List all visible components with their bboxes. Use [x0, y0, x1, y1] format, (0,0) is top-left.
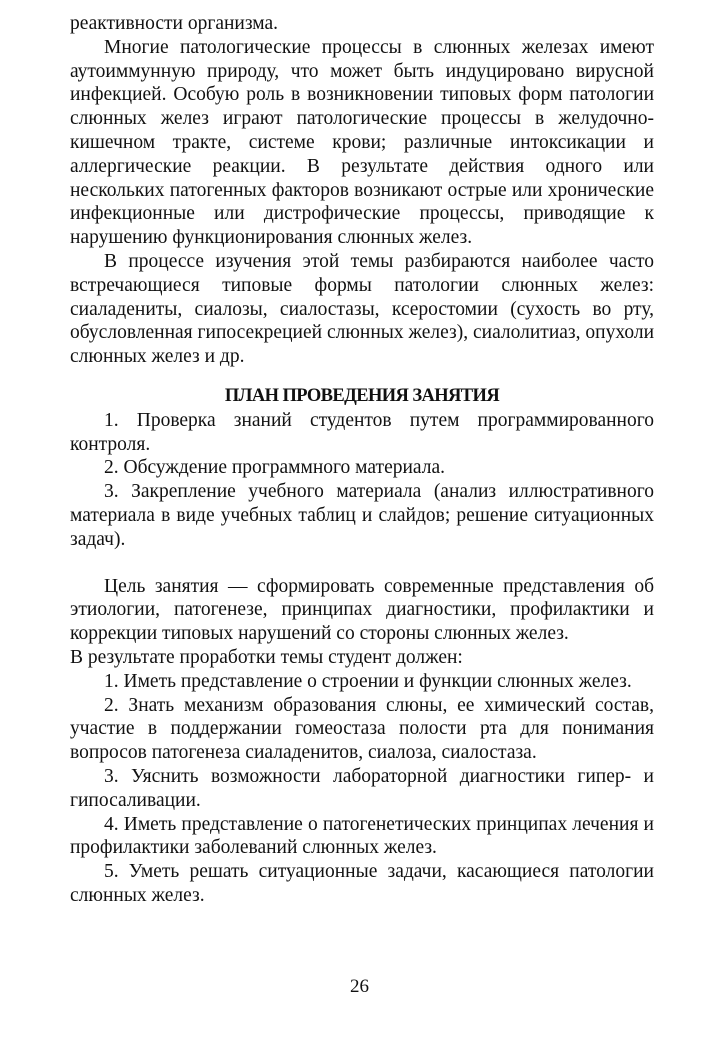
goal-item: 1. Иметь представление о строении и функции слюнных желез.	[104, 670, 632, 692]
goal-item: 5. Уметь решать ситуационные задачи, касающиеся патологии слюнных желез.	[70, 861, 654, 906]
goal-paragraph: Цель занятия — сформировать современные представления об этиологии, патогенезе, принципах диагностики, профилактики и коррекции типовых нарушений со стороны слюнных желез.	[70, 575, 654, 645]
plan-item: 1. Проверка знаний студентов путем программированного контроля.	[70, 409, 654, 455]
goal-item: 3. Уяснить возможности лабораторной диагностики гипер- и гипосаливации.	[70, 765, 654, 811]
paragraph-continuation: реактивности организма.	[70, 13, 279, 34]
paragraph-autoimmune: Многие патологические процессы в слюнных железах имеют аутоиммунную природу, что может быть индуцировано вирусной инфекцией. Особую роль в возникновении типовых форм патологии слюнных желез играют патологические процессы в желудочно-кишечном тракте, системе крови; различные интоксикации и аллергические реакции. В результате действия одного или нескольких патогенных факторов возникают острые или хронические инфекционные или дистрофические процессы, приводящие к нарушению функционирования слюнных желез.	[70, 36, 654, 249]
page-number: 26	[350, 976, 369, 997]
goal-item: 4. Иметь представление о патогенетических принципах лечения и профилактики заболеваний слюнных желез.	[70, 813, 654, 859]
goal-item: 2. Знать механизм образования слюны, ее химический состав, участие в поддержании гомеостаза полости рта для понимания вопросов патогенеза сиаладенитов, сиалоза, сиалостаза.	[70, 694, 654, 764]
section-gap	[70, 552, 654, 575]
plan-item: 3. Закрепление учебного материала (анализ иллюстративного материала в виде учебных таблиц и слайдов; решение ситуационных задач).	[70, 481, 654, 550]
paragraph-topic-study: В процессе изучения этой темы разбираются наиболее часто встречающиеся типовые формы патологии слюнных желез: сиаладениты, сиалозы, сиалостазы, ксеростомии (сухость во рту, обусловленная гипосекрецией слюнных желез), сиалолитиаз, опухоли слюнных желез и др.	[70, 250, 654, 368]
plan-heading: ПЛАН ПРОВЕДЕНИЯ ЗАНЯТИЯ	[224, 385, 500, 406]
goal-intro: В результате проработки темы студент должен:	[70, 646, 463, 668]
plan-item: 2. Обсуждение программного материала.	[104, 457, 445, 479]
page-text	[70, 12, 654, 908]
